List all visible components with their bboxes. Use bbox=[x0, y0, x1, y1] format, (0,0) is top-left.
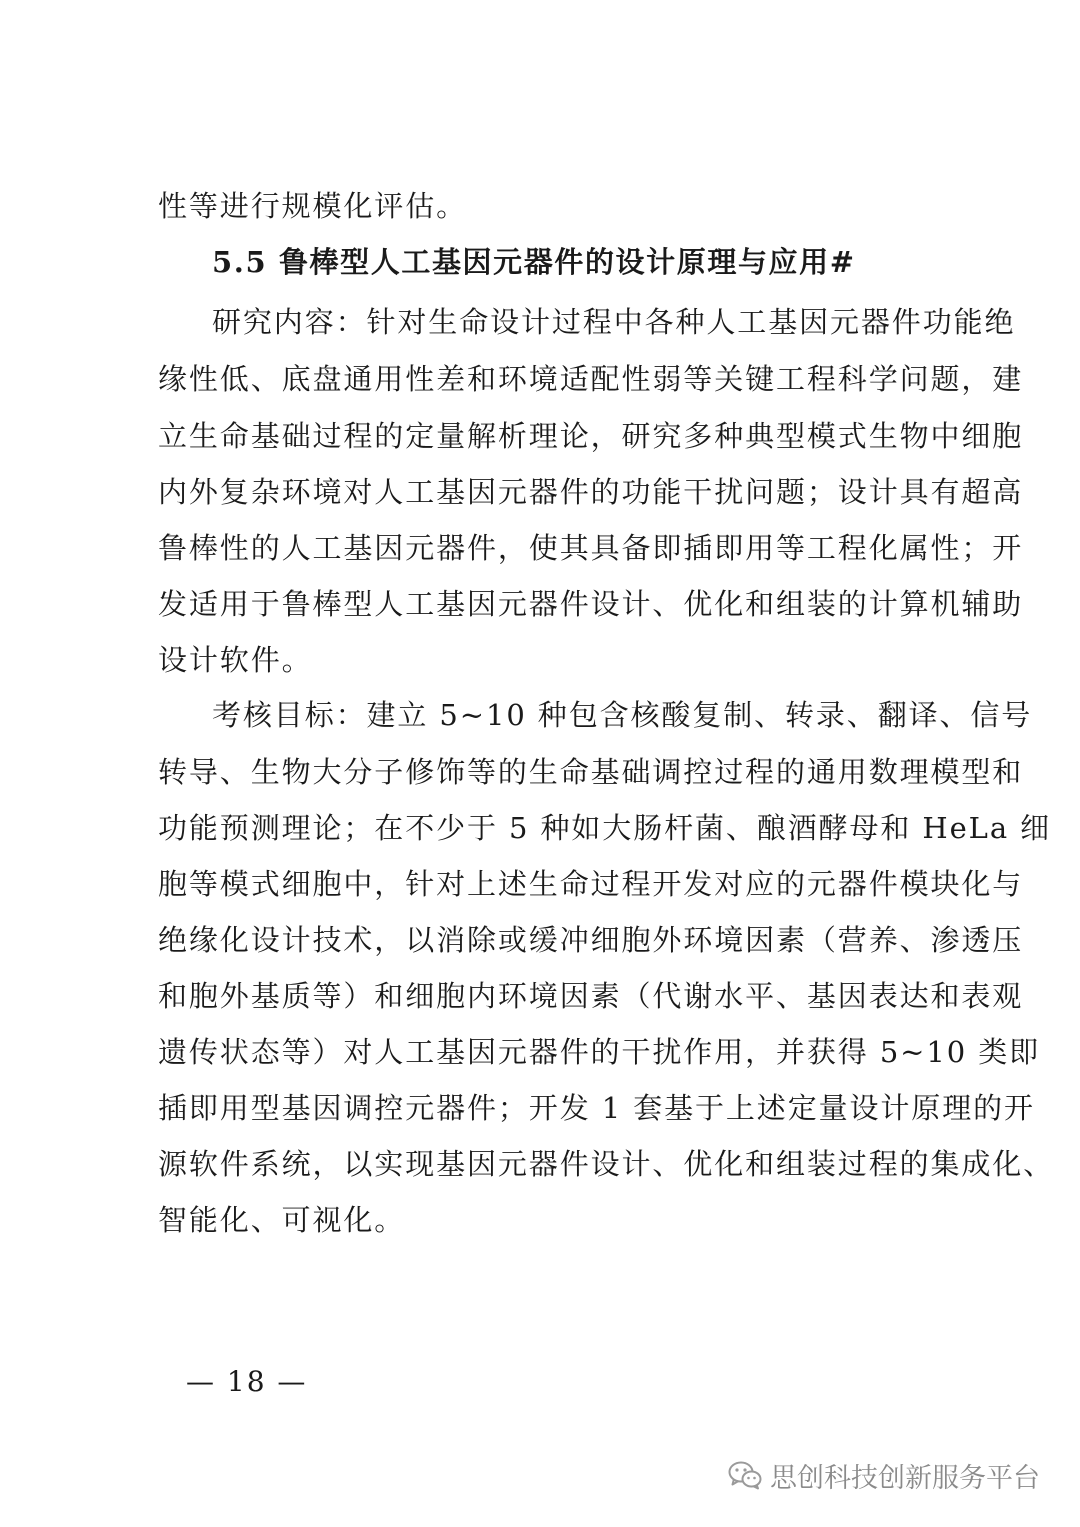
section-heading: 5.5 鲁棒型人工基因元器件的设计原理与应用# bbox=[212, 245, 856, 279]
text-line: 遗传状态等）对人工基因元器件的干扰作用，并获得 5~10 类即 bbox=[158, 1035, 1040, 1069]
wechat-icon bbox=[728, 1460, 762, 1490]
text-line: 功能预测理论；在不少于 5 种如大肠杆菌、酿酒酵母和 HeLa 细 bbox=[158, 811, 1052, 845]
text-line: 胞等模式细胞中，针对上述生命过程开发对应的元器件模块化与 bbox=[158, 867, 1024, 901]
text-line: 和胞外基质等）和细胞内环境因素（代谢水平、基因表达和表观 bbox=[158, 979, 1024, 1013]
page-number: — 18 — bbox=[186, 1365, 308, 1398]
watermark-text: 思创科技创新服务平台 bbox=[770, 1462, 1040, 1494]
text-line: 发适用于鲁棒型人工基因元器件设计、优化和组装的计算机辅助 bbox=[158, 587, 1024, 621]
text-line: 源软件系统，以实现基因元器件设计、优化和组装过程的集成化、 bbox=[158, 1147, 1055, 1181]
text-line: 缘性低、底盘通用性差和环境适配性弱等关键工程科学问题，建 bbox=[158, 362, 1024, 396]
text-line: 内外复杂环境对人工基因元器件的功能干扰问题；设计具有超高 bbox=[158, 475, 1024, 509]
text-line: 立生命基础过程的定量解析理论，研究多种典型模式生物中细胞 bbox=[158, 419, 1024, 453]
text-line: 性等进行规模化评估。 bbox=[158, 189, 468, 223]
text-line: 绝缘化设计技术，以消除或缓冲细胞外环境因素（营养、渗透压 bbox=[158, 923, 1024, 957]
text-line: 插即用型基因调控元器件；开发 1 套基于上述定量设计原理的开 bbox=[158, 1091, 1035, 1125]
text-line: 设计软件。 bbox=[158, 643, 313, 677]
text-line: 智能化、可视化。 bbox=[158, 1203, 406, 1237]
text-line: 转导、生物大分子修饰等的生命基础调控过程的通用数理模型和 bbox=[158, 755, 1024, 789]
text-line: 研究内容：针对生命设计过程中各种人工基因元器件功能绝 bbox=[212, 305, 1016, 339]
watermark bbox=[728, 1455, 1040, 1495]
text-line: 考核目标：建立 5~10 种包含核酸复制、转录、翻译、信号 bbox=[212, 698, 1033, 732]
text-line: 鲁棒性的人工基因元器件，使其具备即插即用等工程化属性；开 bbox=[158, 531, 1024, 565]
